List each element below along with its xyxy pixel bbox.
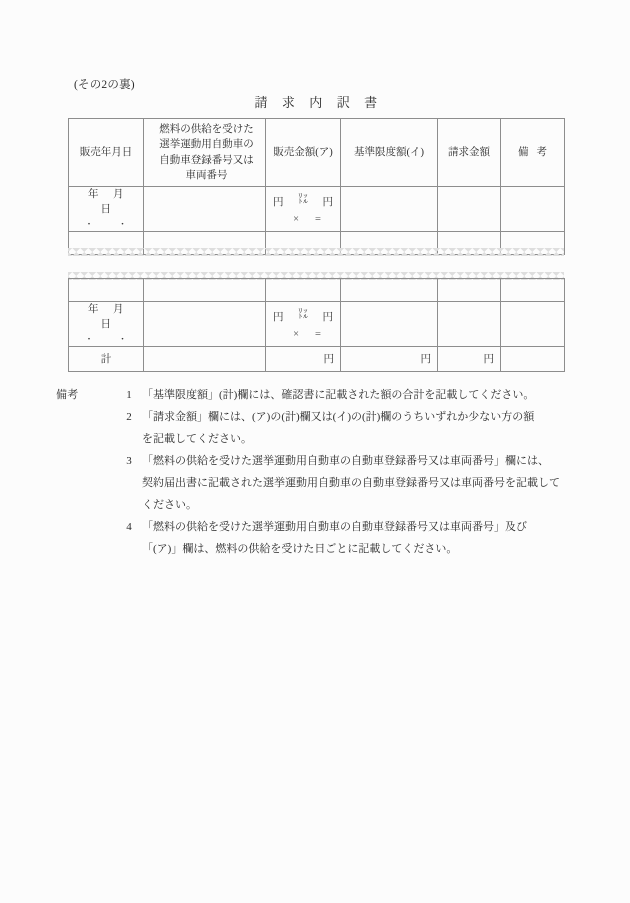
sales-yen-unit-right: 円: [322, 311, 333, 323]
table-total-row: [69, 347, 565, 372]
sales-yen-unit-left: 円: [273, 311, 284, 323]
page-title: [68, 92, 564, 111]
sales-amount-formula-top: [266, 307, 340, 325]
date-dot-separators: [69, 333, 143, 346]
title-char-1: 請: [254, 95, 268, 110]
note-text-2-line-2: を記載してください。: [142, 433, 252, 445]
table-row: [69, 187, 565, 232]
invoice-table-top: [68, 118, 565, 255]
date-year-label: 年: [88, 304, 99, 315]
multiply-operator: ×: [293, 328, 299, 340]
equals-operator: =: [315, 213, 321, 225]
note-text-3-line-2: 契約届出書に記載された選挙運動用自動車の自動車登録番号又は車両番号を記載して: [142, 477, 560, 489]
cell-sales-amount[interactable]: [266, 302, 341, 347]
header-remarks-char-2: 考: [536, 146, 547, 158]
date-dot-2: ・: [118, 334, 128, 345]
cell-claim-amount[interactable]: [438, 187, 501, 232]
title-char-5: 書: [364, 95, 378, 110]
sales-amount-formula-bottom: [266, 325, 340, 342]
total-cell-claim-amount[interactable]: 円: [438, 347, 501, 372]
sales-yen-unit-right: 円: [322, 196, 333, 208]
date-placeholder: [69, 187, 143, 217]
title-char-2: 求: [281, 95, 296, 110]
total-cell-remarks[interactable]: [501, 347, 565, 372]
table-break-zigzag-top: [68, 248, 564, 256]
sales-yen-unit-left: 円: [273, 196, 284, 208]
cell-remarks[interactable]: [501, 279, 565, 302]
sheet-label: (その2の裏): [74, 79, 135, 91]
cell-sale-date[interactable]: [69, 279, 144, 302]
cell-standard-limit[interactable]: [341, 302, 438, 347]
note-text-3-line-1: 「燃料の供給を受けた選挙運動用自動車の自動車登録番号又は車両番号」欄には、: [142, 455, 549, 467]
note-text-2-line-1: 「請求金額」欄には、(ア)の(計)欄又は(イ)の(計)欄のうちいずれか少ない方の額: [142, 411, 535, 423]
litre-unit-icon: ㍑: [297, 193, 309, 205]
cell-claim-amount[interactable]: [438, 279, 501, 302]
note-number-3: 3: [126, 455, 132, 467]
date-dot-2: ・: [118, 219, 128, 230]
total-cell-standard-limit[interactable]: 円: [341, 347, 438, 372]
header-cell-vehicle-number: [144, 119, 266, 187]
note-text-3-line-3: ください。: [142, 499, 197, 511]
header-cell-claim-amount: 請求金額: [438, 119, 501, 187]
table-header-row: [69, 119, 565, 187]
note-text-4-line-2: 「(ア)」欄は、燃料の供給を受けた日ごとに記載してください。: [142, 543, 458, 555]
table-row: [69, 279, 565, 302]
date-dot-separators: [69, 218, 143, 231]
cell-standard-limit[interactable]: [341, 187, 438, 232]
cell-sales-amount[interactable]: [266, 279, 341, 302]
date-year-label: 年: [88, 189, 99, 200]
equals-operator: =: [315, 328, 321, 340]
table-row: [69, 302, 565, 347]
header-remarks-char-1: 備: [518, 146, 529, 158]
note-text-1-line-1: 「基準限度額」(計)欄には、確認書に記載された額の合計を記載してください。: [142, 389, 535, 401]
cell-standard-limit[interactable]: [341, 279, 438, 302]
note-item-3: [56, 450, 586, 516]
note-item-1: [56, 384, 586, 406]
date-month-label: 月: [113, 304, 124, 315]
notes-section: [56, 384, 586, 560]
cell-claim-amount[interactable]: [438, 302, 501, 347]
header-vehicle-line-1: 燃料の供給を受けた: [159, 124, 254, 136]
notes-label: 備考: [56, 389, 79, 401]
cell-sale-date[interactable]: [69, 302, 144, 347]
total-cell-sales-amount[interactable]: 円: [266, 347, 341, 372]
note-number-2: 2: [126, 411, 132, 423]
date-day-label: 日: [100, 319, 112, 331]
cell-vehicle-number[interactable]: [144, 279, 266, 302]
litre-unit-icon: ㍑: [297, 308, 309, 320]
note-number-4: 4: [126, 521, 132, 533]
header-vehicle-line-2: 選挙運動用自動車の: [159, 139, 254, 151]
header-vehicle-line-3: 自動車登録番号又は: [159, 154, 254, 166]
title-char-4: 訳: [336, 95, 351, 110]
cell-sale-date[interactable]: [69, 187, 144, 232]
date-dot-1: ・: [84, 334, 94, 345]
date-day-label: 日: [100, 204, 112, 216]
sales-amount-formula-bottom: [266, 210, 340, 227]
header-cell-sale-date: 販売年月日: [69, 119, 144, 187]
note-text-4-line-1: 「燃料の供給を受けた選挙運動用自動車の自動車登録番号又は車両番号」及び: [142, 521, 527, 533]
date-month-label: 月: [113, 189, 124, 200]
header-vehicle-line-4: 車両番号: [185, 169, 228, 181]
date-placeholder: [69, 302, 143, 332]
cell-remarks[interactable]: [501, 302, 565, 347]
invoice-table-bottom: [68, 278, 565, 372]
cell-vehicle-number[interactable]: [144, 302, 266, 347]
total-cell-vehicle-number: [144, 347, 266, 372]
total-label-cell: 計: [69, 347, 144, 372]
header-cell-standard-limit: 基準限度額(イ): [341, 119, 438, 187]
header-cell-sales-amount: 販売金額(ア): [266, 119, 341, 187]
date-dot-1: ・: [84, 219, 94, 230]
cell-vehicle-number[interactable]: [144, 187, 266, 232]
title-char-3: 内: [309, 95, 323, 110]
note-item-4: [56, 516, 586, 560]
note-number-1: 1: [126, 389, 132, 401]
header-cell-remarks: [501, 119, 565, 187]
note-item-2: [56, 406, 586, 450]
multiply-operator: ×: [293, 213, 299, 225]
cell-sales-amount[interactable]: [266, 187, 341, 232]
cell-remarks[interactable]: [501, 187, 565, 232]
sales-amount-formula-top: [266, 192, 340, 210]
